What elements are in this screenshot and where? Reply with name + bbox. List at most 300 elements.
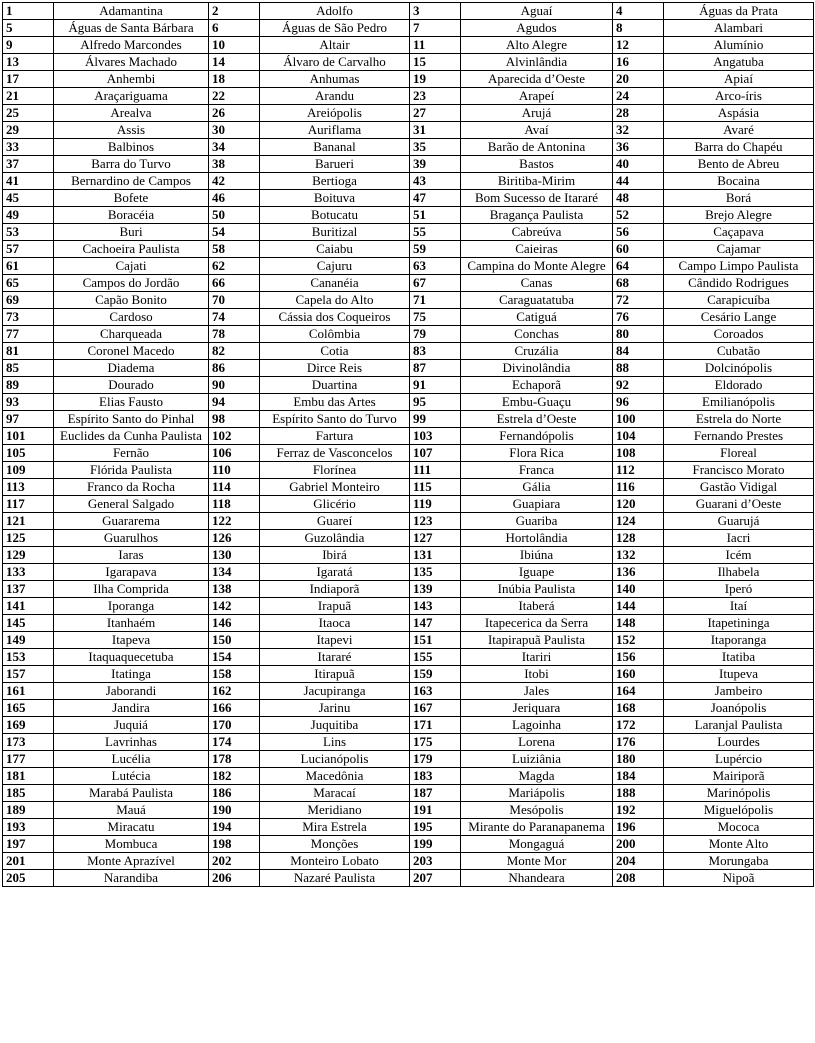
municipality-name: Mesópolis [461, 802, 613, 819]
entry-number: 102 [209, 428, 260, 445]
entry-number: 28 [613, 105, 664, 122]
municipality-name: Catiguá [461, 309, 613, 326]
municipality-name: Aspásia [664, 105, 814, 122]
entry-number: 36 [613, 139, 664, 156]
table-row [3, 394, 814, 411]
entry-number: 193 [3, 819, 54, 836]
entry-number: 94 [209, 394, 260, 411]
entry-number: 169 [3, 717, 54, 734]
table-row [3, 88, 814, 105]
entry-number: 177 [3, 751, 54, 768]
table-row [3, 547, 814, 564]
municipality-name: Guarujá [664, 513, 814, 530]
entry-number: 149 [3, 632, 54, 649]
entry-number: 56 [613, 224, 664, 241]
table-row [3, 513, 814, 530]
municipality-name: Cássia dos Coqueiros [260, 309, 410, 326]
entry-number: 15 [410, 54, 461, 71]
entry-number: 18 [209, 71, 260, 88]
entry-number: 2 [209, 3, 260, 20]
entry-number: 125 [3, 530, 54, 547]
entry-number: 64 [613, 258, 664, 275]
municipality-name: Monte Alto [664, 836, 814, 853]
municipality-name: Alvinlândia [461, 54, 613, 71]
entry-number: 150 [209, 632, 260, 649]
entry-number: 86 [209, 360, 260, 377]
entry-number: 21 [3, 88, 54, 105]
entry-number: 135 [410, 564, 461, 581]
entry-number: 197 [3, 836, 54, 853]
table-row [3, 802, 814, 819]
municipality-name: Botucatu [260, 207, 410, 224]
entry-number: 60 [613, 241, 664, 258]
entry-number: 182 [209, 768, 260, 785]
entry-number: 30 [209, 122, 260, 139]
entry-number: 17 [3, 71, 54, 88]
municipality-name: Magda [461, 768, 613, 785]
municipality-name: Luiziânia [461, 751, 613, 768]
municipality-name: Lourdes [664, 734, 814, 751]
municipality-name: Auriflama [260, 122, 410, 139]
entry-number: 124 [613, 513, 664, 530]
entry-number: 129 [3, 547, 54, 564]
table-row [3, 3, 814, 20]
municipality-name: Angatuba [664, 54, 814, 71]
entry-number: 83 [410, 343, 461, 360]
entry-number: 77 [3, 326, 54, 343]
municipality-name: Duartina [260, 377, 410, 394]
entry-number: 171 [410, 717, 461, 734]
table-row [3, 156, 814, 173]
municipality-name: Barra do Turvo [54, 156, 209, 173]
entry-number: 32 [613, 122, 664, 139]
entry-number: 123 [410, 513, 461, 530]
municipality-name: Monções [260, 836, 410, 853]
entry-number: 1 [3, 3, 54, 20]
municipality-name: Caçapava [664, 224, 814, 241]
municipality-name: Itaoca [260, 615, 410, 632]
entry-number: 190 [209, 802, 260, 819]
entry-number: 174 [209, 734, 260, 751]
entry-number: 10 [209, 37, 260, 54]
entry-number: 159 [410, 666, 461, 683]
municipality-name: Buritizal [260, 224, 410, 241]
entry-number: 84 [613, 343, 664, 360]
municipality-name: Barueri [260, 156, 410, 173]
municipality-name: Aparecida d’Oeste [461, 71, 613, 88]
municipality-name: Álvaro de Carvalho [260, 54, 410, 71]
municipality-name: Dirce Reis [260, 360, 410, 377]
table-row [3, 258, 814, 275]
entry-number: 91 [410, 377, 461, 394]
entry-number: 76 [613, 309, 664, 326]
table-row [3, 292, 814, 309]
table-row [3, 241, 814, 258]
entry-number: 51 [410, 207, 461, 224]
entry-number: 85 [3, 360, 54, 377]
entry-number: 106 [209, 445, 260, 462]
municipality-name: Campina do Monte Alegre [461, 258, 613, 275]
municipality-name: Gália [461, 479, 613, 496]
entry-number: 93 [3, 394, 54, 411]
municipality-name: Floreal [664, 445, 814, 462]
municipality-name: Coronel Macedo [54, 343, 209, 360]
entry-number: 183 [410, 768, 461, 785]
municipality-name: Franca [461, 462, 613, 479]
municipality-name: Bocaina [664, 173, 814, 190]
entry-number: 59 [410, 241, 461, 258]
municipality-name: Echaporã [461, 377, 613, 394]
municipality-name: Águas de Santa Bárbara [54, 20, 209, 37]
municipality-name: Ibiúna [461, 547, 613, 564]
municipality-name: Elias Fausto [54, 394, 209, 411]
table-row [3, 700, 814, 717]
table-row [3, 360, 814, 377]
entry-number: 151 [410, 632, 461, 649]
table-row [3, 768, 814, 785]
municipality-name: Mococa [664, 819, 814, 836]
municipality-name: Itariri [461, 649, 613, 666]
entry-number: 39 [410, 156, 461, 173]
entry-number: 165 [3, 700, 54, 717]
entry-number: 199 [410, 836, 461, 853]
entry-number: 5 [3, 20, 54, 37]
table-row [3, 71, 814, 88]
entry-number: 20 [613, 71, 664, 88]
table-row [3, 445, 814, 462]
municipality-name: Jeriquara [461, 700, 613, 717]
entry-number: 118 [209, 496, 260, 513]
municipality-name: Irapuã [260, 598, 410, 615]
entry-number: 175 [410, 734, 461, 751]
municipality-name: Franco da Rocha [54, 479, 209, 496]
table-row [3, 139, 814, 156]
entry-number: 58 [209, 241, 260, 258]
municipality-name: Bofete [54, 190, 209, 207]
municipality-name: Embu das Artes [260, 394, 410, 411]
municipality-name: Iaras [54, 547, 209, 564]
entry-number: 63 [410, 258, 461, 275]
entry-number: 11 [410, 37, 461, 54]
entry-number: 96 [613, 394, 664, 411]
entry-number: 13 [3, 54, 54, 71]
entry-number: 115 [410, 479, 461, 496]
municipality-name: Arandu [260, 88, 410, 105]
municipality-name: Areiópolis [260, 105, 410, 122]
municipality-name: Colômbia [260, 326, 410, 343]
municipality-name: Jacupiranga [260, 683, 410, 700]
municipality-name: Embu-Guaçu [461, 394, 613, 411]
municipality-name: Águas de São Pedro [260, 20, 410, 37]
entry-number: 204 [613, 853, 664, 870]
municipality-name: Meridiano [260, 802, 410, 819]
table-row [3, 734, 814, 751]
municipality-name: Lutécia [54, 768, 209, 785]
entry-number: 68 [613, 275, 664, 292]
municipality-name: Bragança Paulista [461, 207, 613, 224]
entry-number: 109 [3, 462, 54, 479]
municipality-name: Ilhabela [664, 564, 814, 581]
municipality-name: Guapiara [461, 496, 613, 513]
entry-number: 194 [209, 819, 260, 836]
table-row [3, 462, 814, 479]
entry-number: 156 [613, 649, 664, 666]
municipality-name: Divinolândia [461, 360, 613, 377]
entry-number: 50 [209, 207, 260, 224]
municipality-name: Mira Estrela [260, 819, 410, 836]
entry-number: 117 [3, 496, 54, 513]
table-row [3, 751, 814, 768]
municipality-name: Mombuca [54, 836, 209, 853]
table-row [3, 20, 814, 37]
table-row [3, 666, 814, 683]
municipality-name: Araçariguama [54, 88, 209, 105]
municipality-name: Anhembi [54, 71, 209, 88]
entry-number: 41 [3, 173, 54, 190]
table-row [3, 717, 814, 734]
municipality-name: Narandiba [54, 870, 209, 887]
municipality-name: Glicério [260, 496, 410, 513]
municipality-name: Biritiba-Mirim [461, 173, 613, 190]
municipality-name: Cardoso [54, 309, 209, 326]
entry-number: 168 [613, 700, 664, 717]
entry-number: 107 [410, 445, 461, 462]
municipality-name: Barra do Chapéu [664, 139, 814, 156]
entry-number: 92 [613, 377, 664, 394]
entry-number: 29 [3, 122, 54, 139]
entry-number: 141 [3, 598, 54, 615]
municipality-name: Alfredo Marcondes [54, 37, 209, 54]
municipality-name: Agudos [461, 20, 613, 37]
table-row [3, 819, 814, 836]
table-row [3, 649, 814, 666]
entry-number: 113 [3, 479, 54, 496]
entry-number: 132 [613, 547, 664, 564]
municipality-name: Caiabu [260, 241, 410, 258]
municipality-name: Monteiro Lobato [260, 853, 410, 870]
entry-number: 122 [209, 513, 260, 530]
municipality-name: Assis [54, 122, 209, 139]
municipality-name: Barão de Antonina [461, 139, 613, 156]
municipality-name: Capão Bonito [54, 292, 209, 309]
entry-number: 140 [613, 581, 664, 598]
municipality-name: Conchas [461, 326, 613, 343]
entry-number: 160 [613, 666, 664, 683]
municipality-name: Adamantina [54, 3, 209, 20]
entry-number: 3 [410, 3, 461, 20]
municipality-name: Anhumas [260, 71, 410, 88]
entry-number: 173 [3, 734, 54, 751]
entry-number: 154 [209, 649, 260, 666]
municipality-name: Flórida Paulista [54, 462, 209, 479]
entry-number: 81 [3, 343, 54, 360]
municipality-name: Canas [461, 275, 613, 292]
table-row [3, 428, 814, 445]
municipality-name: Boracéia [54, 207, 209, 224]
municipality-name: Ibirá [260, 547, 410, 564]
municipality-name: Francisco Morato [664, 462, 814, 479]
entry-number: 71 [410, 292, 461, 309]
entry-number: 198 [209, 836, 260, 853]
municipality-name: Itupeva [664, 666, 814, 683]
municipality-name: Juquiá [54, 717, 209, 734]
municipality-name: Monte Aprazível [54, 853, 209, 870]
entry-number: 26 [209, 105, 260, 122]
table-row [3, 54, 814, 71]
entry-number: 7 [410, 20, 461, 37]
entry-number: 167 [410, 700, 461, 717]
municipality-name: Itapirapuã Paulista [461, 632, 613, 649]
entry-number: 179 [410, 751, 461, 768]
entry-number: 24 [613, 88, 664, 105]
entry-number: 116 [613, 479, 664, 496]
municipality-name: Lorena [461, 734, 613, 751]
municipality-name: Itaporanga [664, 632, 814, 649]
municipality-name: Mauá [54, 802, 209, 819]
entry-number: 54 [209, 224, 260, 241]
municipality-name: Jaborandi [54, 683, 209, 700]
municipality-name: Bertioga [260, 173, 410, 190]
entry-number: 72 [613, 292, 664, 309]
municipality-name: Maracaí [260, 785, 410, 802]
table-row [3, 853, 814, 870]
table-row [3, 309, 814, 326]
entry-number: 203 [410, 853, 461, 870]
entry-number: 189 [3, 802, 54, 819]
entry-number: 65 [3, 275, 54, 292]
municipality-name: Fernandópolis [461, 428, 613, 445]
municipality-name: Mairiporã [664, 768, 814, 785]
municipality-name: Lucianópolis [260, 751, 410, 768]
municipality-name: Itatiba [664, 649, 814, 666]
municipality-name: Avaí [461, 122, 613, 139]
table-row [3, 530, 814, 547]
entry-number: 53 [3, 224, 54, 241]
entry-number: 121 [3, 513, 54, 530]
entry-number: 23 [410, 88, 461, 105]
entry-number: 191 [410, 802, 461, 819]
entry-number: 163 [410, 683, 461, 700]
entry-number: 201 [3, 853, 54, 870]
municipality-name: Monte Mor [461, 853, 613, 870]
entry-number: 55 [410, 224, 461, 241]
municipality-name: Espírito Santo do Turvo [260, 411, 410, 428]
entry-number: 126 [209, 530, 260, 547]
entry-number: 178 [209, 751, 260, 768]
entry-number: 80 [613, 326, 664, 343]
municipality-name: Florínea [260, 462, 410, 479]
municipality-name: Estrela do Norte [664, 411, 814, 428]
municipality-name: Bernardino de Campos [54, 173, 209, 190]
municipality-name: Itirapuã [260, 666, 410, 683]
municipality-name: Bananal [260, 139, 410, 156]
municipality-name: Itapevi [260, 632, 410, 649]
entry-number: 148 [613, 615, 664, 632]
entry-number: 8 [613, 20, 664, 37]
municipality-name: Boituva [260, 190, 410, 207]
table-row [3, 598, 814, 615]
municipality-name: Guariba [461, 513, 613, 530]
entry-number: 136 [613, 564, 664, 581]
municipality-name: Itatinga [54, 666, 209, 683]
table-row [3, 632, 814, 649]
entry-number: 89 [3, 377, 54, 394]
entry-number: 146 [209, 615, 260, 632]
entry-number: 90 [209, 377, 260, 394]
entry-number: 103 [410, 428, 461, 445]
entry-number: 108 [613, 445, 664, 462]
entry-number: 181 [3, 768, 54, 785]
entry-number: 101 [3, 428, 54, 445]
entry-number: 78 [209, 326, 260, 343]
entry-number: 111 [410, 462, 461, 479]
table-row [3, 581, 814, 598]
entry-number: 19 [410, 71, 461, 88]
municipality-name: Marinópolis [664, 785, 814, 802]
municipality-name: Guareí [260, 513, 410, 530]
municipality-name: Cabreúva [461, 224, 613, 241]
entry-number: 206 [209, 870, 260, 887]
municipality-name: Arapeí [461, 88, 613, 105]
municipality-name: Fernão [54, 445, 209, 462]
entry-number: 46 [209, 190, 260, 207]
municipality-name: Mariápolis [461, 785, 613, 802]
entry-number: 119 [410, 496, 461, 513]
entry-number: 47 [410, 190, 461, 207]
municipality-name: Laranjal Paulista [664, 717, 814, 734]
municipality-name: Alambari [664, 20, 814, 37]
entry-number: 104 [613, 428, 664, 445]
municipality-name: Lagoinha [461, 717, 613, 734]
entry-number: 14 [209, 54, 260, 71]
entry-number: 66 [209, 275, 260, 292]
entry-number: 145 [3, 615, 54, 632]
municipality-name: Itaí [664, 598, 814, 615]
municipality-name: Cananéia [260, 275, 410, 292]
municipality-name: Eldorado [664, 377, 814, 394]
entry-number: 158 [209, 666, 260, 683]
entry-number: 38 [209, 156, 260, 173]
municipality-name: Flora Rica [461, 445, 613, 462]
municipality-name: Altair [260, 37, 410, 54]
table-body [3, 3, 814, 887]
table-row [3, 377, 814, 394]
municipality-name: Jambeiro [664, 683, 814, 700]
entry-number: 184 [613, 768, 664, 785]
entry-number: 57 [3, 241, 54, 258]
municipality-name: Cajuru [260, 258, 410, 275]
entry-number: 187 [410, 785, 461, 802]
entry-number: 27 [410, 105, 461, 122]
municipality-name: Bom Sucesso de Itararé [461, 190, 613, 207]
municipality-name: Buri [54, 224, 209, 241]
entry-number: 120 [613, 496, 664, 513]
entry-number: 69 [3, 292, 54, 309]
entry-number: 202 [209, 853, 260, 870]
municipality-name: Iacri [664, 530, 814, 547]
table-row [3, 479, 814, 496]
municipality-name: Cajamar [664, 241, 814, 258]
entry-number: 143 [410, 598, 461, 615]
entry-number: 137 [3, 581, 54, 598]
municipality-name: Charqueada [54, 326, 209, 343]
entry-number: 67 [410, 275, 461, 292]
municipality-name: Juquitiba [260, 717, 410, 734]
municipality-name: Itapecerica da Serra [461, 615, 613, 632]
municipality-table [2, 2, 814, 887]
municipality-name: Iguape [461, 564, 613, 581]
municipality-name: Capela do Alto [260, 292, 410, 309]
